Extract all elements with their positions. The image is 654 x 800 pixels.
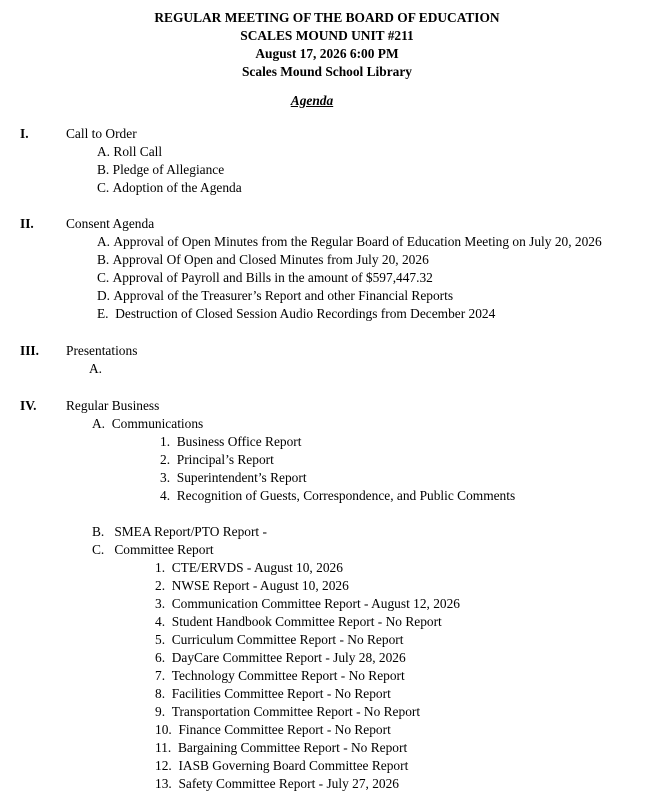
section-4-item-a: A. Communications: [92, 416, 204, 431]
committee-item-4: 4. Student Handbook Committee Report - No Report: [155, 614, 442, 629]
communications-item-4: 4. Recognition of Guests, Correspondence, and Public Comments: [160, 488, 516, 503]
committee-item-12: 12. IASB Governing Board Committee Report: [155, 758, 409, 773]
section-2-item-e: E. Destruction of Closed Session Audio Recordings from December 2024: [97, 306, 496, 321]
section-2-item-d: D. Approval of the Treasurer’s Report and other Financial Reports: [97, 288, 454, 303]
header-date-time: August 17, 2026 6:00 PM: [255, 46, 399, 61]
section-2-item-c: C. Approval of Payroll and Bills in the amount of $597,447.32: [97, 270, 433, 285]
header-district: SCALES MOUND UNIT #211: [240, 28, 414, 43]
committee-item-10: 10. Finance Committee Report - No Report: [155, 722, 391, 737]
committee-item-1: 1. CTE/ERVDS - August 10, 2026: [155, 560, 343, 575]
committee-item-9: 9. Transportation Committee Report - No Report: [155, 704, 421, 719]
header-location: Scales Mound School Library: [241, 64, 412, 79]
section-1-item-c: C. Adoption of the Agenda: [97, 180, 242, 195]
section-4-title: Regular Business: [66, 398, 160, 413]
section-2-title: Consent Agenda: [66, 216, 155, 231]
communications-item-3: 3. Superintendent’s Report: [160, 470, 307, 485]
communications-item-2: 2. Principal’s Report: [160, 452, 274, 467]
section-2-item-a: A. Approval of Open Minutes from the Regular Board of Education Meeting on July 20, 2026: [97, 234, 602, 249]
section-2-numeral: II.: [20, 216, 34, 231]
section-1-item-b: B. Pledge of Allegiance: [97, 162, 225, 177]
document-header: [0, 9, 654, 81]
committee-item-8: 8. Facilities Committee Report - No Report: [155, 686, 391, 701]
section-4-item-c: C. Committee Report: [92, 542, 214, 557]
committee-item-6: 6. DayCare Committee Report - July 28, 2026: [155, 650, 406, 665]
committee-item-11: 11. Bargaining Committee Report - No Report: [155, 740, 408, 755]
committee-item-5: 5. Curriculum Committee Report - No Report: [155, 632, 404, 647]
section-3-title: Presentations: [66, 343, 138, 358]
agenda-title: Agenda: [290, 93, 334, 108]
section-1-title: Call to Order: [66, 126, 137, 141]
committee-item-7: 7. Technology Committee Report - No Report: [155, 668, 405, 683]
header-meeting-title: REGULAR MEETING OF THE BOARD OF EDUCATION: [154, 10, 500, 25]
section-1-item-a: A. Roll Call: [97, 144, 163, 159]
section-1-numeral: I.: [20, 126, 29, 141]
section-3-numeral: III.: [20, 343, 39, 358]
section-4-numeral: IV.: [20, 398, 37, 413]
committee-item-2: 2. NWSE Report - August 10, 2026: [155, 578, 349, 593]
section-2-item-b: B. Approval Of Open and Closed Minutes from July 20, 2026: [97, 252, 429, 267]
section-4-item-b: B. SMEA Report/PTO Report -: [92, 524, 267, 539]
committee-item-13: 13. Safety Committee Report - July 27, 2026: [155, 776, 399, 791]
committee-item-3: 3. Communication Committee Report - August 12, 2026: [155, 596, 461, 611]
section-3-item-a: A.: [89, 361, 103, 376]
communications-item-1: 1. Business Office Report: [160, 434, 302, 449]
